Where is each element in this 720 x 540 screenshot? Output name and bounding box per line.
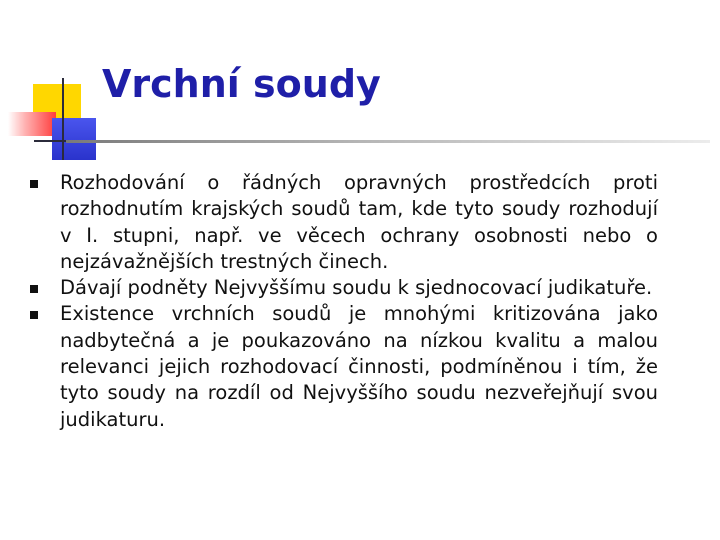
square-bullet-icon	[30, 180, 38, 188]
decorative-vertical-line	[62, 78, 64, 160]
bullet-item-1	[60, 170, 658, 275]
square-bullet-icon	[30, 285, 38, 293]
slide-title: Vrchní soudy	[102, 62, 381, 106]
square-bullet-icon	[30, 311, 38, 319]
bullet-text-3: Existence vrchních soudů je mnohými kritizována jako nadbytečná a je poukazováno na nízkou kvalitu a malou relevanci jejich rozhodovací činnosti, podmíněnou i tím, že tyto soudy na rozdíl od Nejvyššího soudu nezveřejňují svou judikaturu.	[60, 302, 658, 431]
title-underline	[66, 140, 710, 143]
bullet-text-1: Rozhodování o řádných opravných prostředcích proti rozhodnutím krajských soudů tam, kde tyto soudy rozhodují v I. stupni, např. ve věcech ochrany osobnosti nebo o nejzávažnějších trestných činech.	[60, 171, 658, 273]
bullet-list	[60, 170, 658, 433]
bullet-item-2	[60, 275, 658, 301]
decorative-red-bar	[8, 112, 56, 136]
bullet-text-2: Dávají podněty Nejvyššímu soudu k sjednocovací judikatuře.	[60, 276, 653, 300]
decorative-blue-square	[52, 118, 96, 160]
bullet-item-3	[60, 301, 658, 432]
